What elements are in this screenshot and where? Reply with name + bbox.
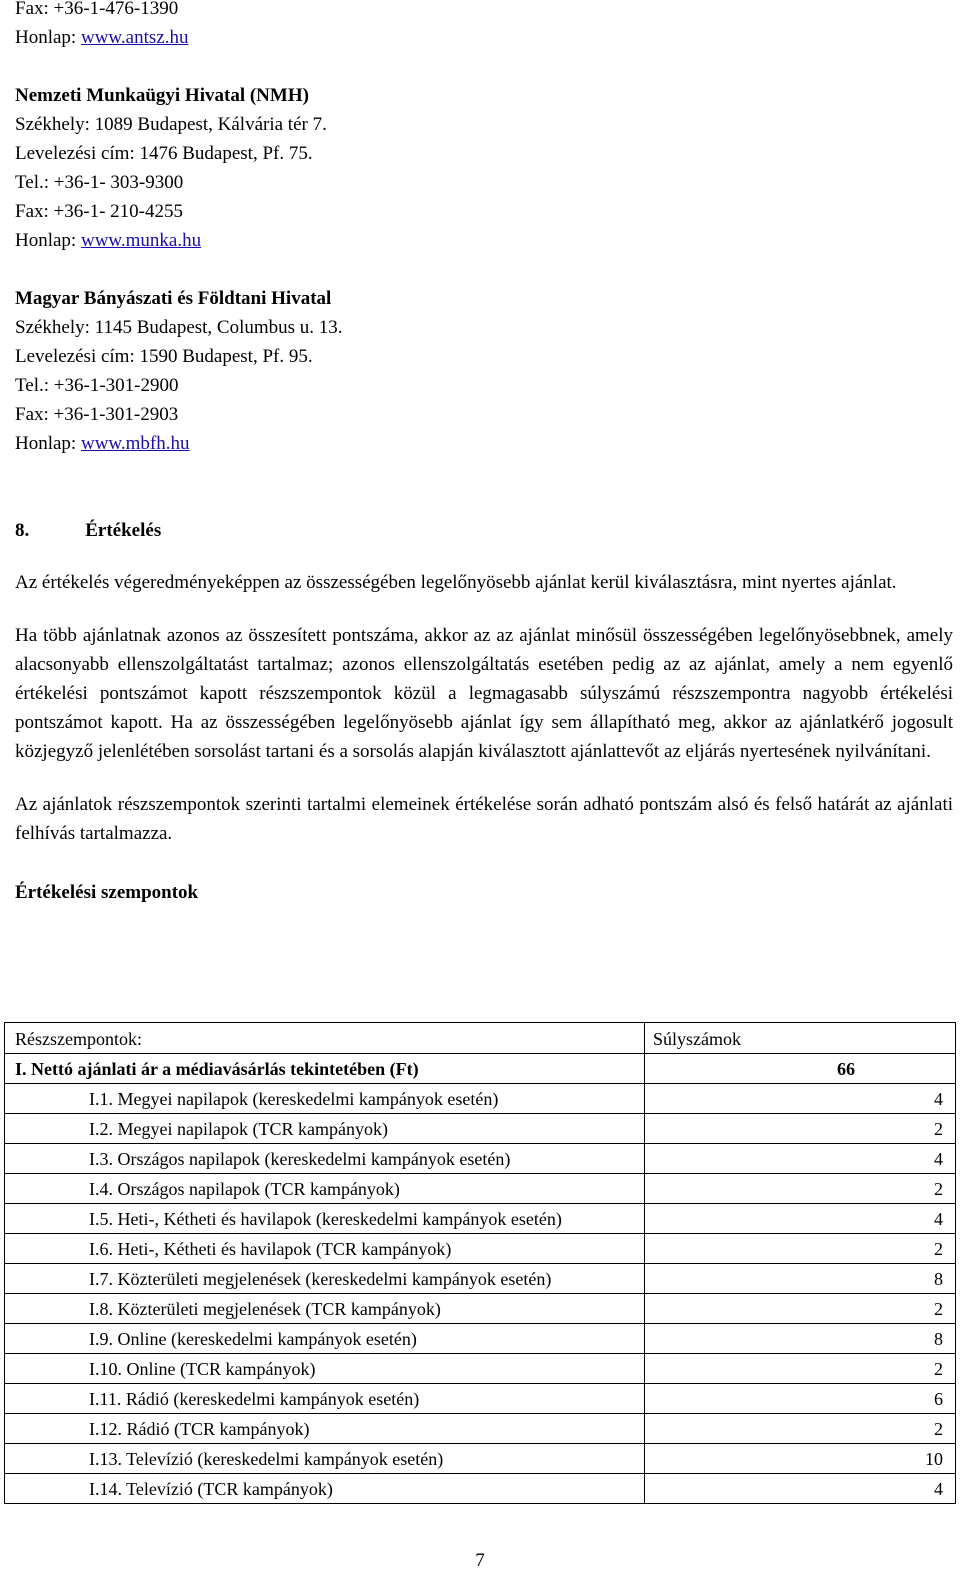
row-weight: 8 xyxy=(645,1264,956,1294)
antsz-fax: Fax: +36-1-476-1390 xyxy=(15,0,179,19)
table-row xyxy=(5,1234,956,1264)
nmh-fax: Fax: +36-1- 210-4255 xyxy=(15,201,183,222)
table-row xyxy=(5,1444,956,1474)
row-weight: 4 xyxy=(645,1474,956,1504)
table-group-row xyxy=(5,1054,956,1084)
row-weight: 6 xyxy=(645,1384,956,1414)
group-weight: 66 xyxy=(645,1054,956,1084)
mbfh-website xyxy=(15,429,953,458)
row-label: I.11. Rádió (kereskedelmi kampányok esetén) xyxy=(5,1384,645,1414)
table-row xyxy=(5,1294,956,1324)
table-row xyxy=(5,1204,956,1234)
header-subcriteria: Részszempontok: xyxy=(5,1023,645,1054)
nmh-website-label: Honlap: xyxy=(15,230,81,251)
nmh-mail: Levelezési cím: 1476 Budapest, Pf. 75. xyxy=(15,143,313,164)
mbfh-tel: Tel.: +36-1-301-2900 xyxy=(15,375,179,396)
paragraph: Az ajánlatok részszempontok szerinti tartalmi elemeinek értékelése során adható pontszám alsó és felső határát az ajánlati felhívás tartalmazza. xyxy=(15,794,953,844)
paragraph: Az értékelés végeredményeképpen az összességében legelőnyösebb ajánlat kerül kiválasztásra, mint nyertes ajánlat. xyxy=(15,572,897,593)
antsz-website-link[interactable]: www.antsz.hu xyxy=(80,27,189,48)
table-row xyxy=(5,1084,956,1114)
nmh-website xyxy=(15,226,953,255)
table-row xyxy=(5,1354,956,1384)
row-weight: 2 xyxy=(645,1114,956,1144)
spacer xyxy=(15,458,953,516)
mbfh-fax: Fax: +36-1-301-2903 xyxy=(15,404,179,425)
table-row xyxy=(5,1414,956,1444)
antsz-contact-block xyxy=(15,0,953,52)
nmh-website-link[interactable]: www.munka.hu xyxy=(80,230,202,251)
mbfh-website-link[interactable]: www.mbfh.hu xyxy=(80,433,190,454)
mbfh-mail: Levelezési cím: 1590 Budapest, Pf. 95. xyxy=(15,346,313,367)
nmh-seat: Székhely: 1089 Budapest, Kálvária tér 7. xyxy=(15,114,327,135)
row-label: I.2. Megyei napilapok (TCR kampányok) xyxy=(5,1114,645,1144)
nmh-name: Nemzeti Munkaügyi Hivatal (NMH) xyxy=(15,85,309,106)
nmh-tel: Tel.: +36-1- 303-9300 xyxy=(15,172,184,193)
table-row xyxy=(5,1384,956,1414)
row-label: I.8. Közterületi megjelenések (TCR kampányok) xyxy=(5,1294,645,1324)
mbfh-contact-block xyxy=(15,284,953,458)
header-weights: Súlyszámok xyxy=(645,1023,956,1054)
mbfh-name: Magyar Bányászati és Földtani Hivatal xyxy=(15,288,332,309)
row-weight: 10 xyxy=(645,1444,956,1474)
table-row xyxy=(5,1174,956,1204)
evaluation-criteria-heading: Értékelési szempontok xyxy=(15,882,199,903)
mbfh-website-label: Honlap: xyxy=(15,433,81,454)
antsz-website xyxy=(15,23,953,52)
table-row xyxy=(5,1144,956,1174)
row-weight: 2 xyxy=(645,1174,956,1204)
evaluation-criteria-table xyxy=(4,1022,956,1504)
table-row xyxy=(5,1114,956,1144)
table-row xyxy=(5,1474,956,1504)
row-label: I.1. Megyei napilapok (kereskedelmi kampányok esetén) xyxy=(5,1084,645,1114)
section-title: Értékelés xyxy=(85,520,162,541)
section-number: 8. xyxy=(15,520,30,541)
row-label: I.14. Televízió (TCR kampányok) xyxy=(5,1474,645,1504)
paragraph: Ha több ajánlatnak azonos az összesített pontszáma, akkor az az ajánlat minősül összességében legelőnyösebbnek, amely alacsonyabb ellenszolgáltatást tartalmaz; azonos ellenszolgáltatás esetében pedig az az ajánlat, amely a nem egyenlő értékelési pontszámot kapott részszempontok közül a legmagasabb súlyszámú részszempontra nagyobb értékelési pontszámot kapott. Ha az összességében legelőnyösebb ajánlat így sem állapítható meg, akkor az ajánlatkérő jogosult közjegyző jelenlétében sorsolást tartani és a sorsolás alapján kiválasztott ajánlattevőt az eljárás nyertesének nyilvánítani. xyxy=(15,625,953,762)
row-weight: 4 xyxy=(645,1084,956,1114)
row-weight: 8 xyxy=(645,1324,956,1354)
nmh-contact-block xyxy=(15,81,953,255)
row-label: I.10. Online (TCR kampányok) xyxy=(5,1354,645,1384)
table-row xyxy=(5,1264,956,1294)
row-label: I.5. Heti-, Kétheti és havilapok (kereskedelmi kampányok esetén) xyxy=(5,1204,645,1234)
row-label: I.9. Online (kereskedelmi kampányok esetén) xyxy=(5,1324,645,1354)
row-weight: 4 xyxy=(645,1144,956,1174)
row-label: I.13. Televízió (kereskedelmi kampányok esetén) xyxy=(5,1444,645,1474)
row-label: I.7. Közterületi megjelenések (kereskedelmi kampányok esetén) xyxy=(5,1264,645,1294)
row-weight: 2 xyxy=(645,1414,956,1444)
row-weight: 2 xyxy=(645,1234,956,1264)
table-row xyxy=(5,1324,956,1354)
antsz-website-label: Honlap: xyxy=(15,27,81,48)
page-number: 7 xyxy=(475,1550,485,1571)
row-weight: 4 xyxy=(645,1204,956,1234)
section-heading xyxy=(15,516,953,545)
mbfh-seat: Székhely: 1145 Budapest, Columbus u. 13. xyxy=(15,317,343,338)
row-weight: 2 xyxy=(645,1294,956,1324)
row-label: I.4. Országos napilapok (TCR kampányok) xyxy=(5,1174,645,1204)
row-label: I.6. Heti-, Kétheti és havilapok (TCR kampányok) xyxy=(5,1234,645,1264)
row-label: I.12. Rádió (TCR kampányok) xyxy=(5,1414,645,1444)
row-weight: 2 xyxy=(645,1354,956,1384)
row-label: I.3. Országos napilapok (kereskedelmi kampányok esetén) xyxy=(5,1144,645,1174)
document-page xyxy=(15,0,953,930)
table-header-row xyxy=(5,1023,956,1054)
group-label: I. Nettó ajánlati ár a médiavásárlás tekintetében (Ft) xyxy=(5,1054,645,1084)
